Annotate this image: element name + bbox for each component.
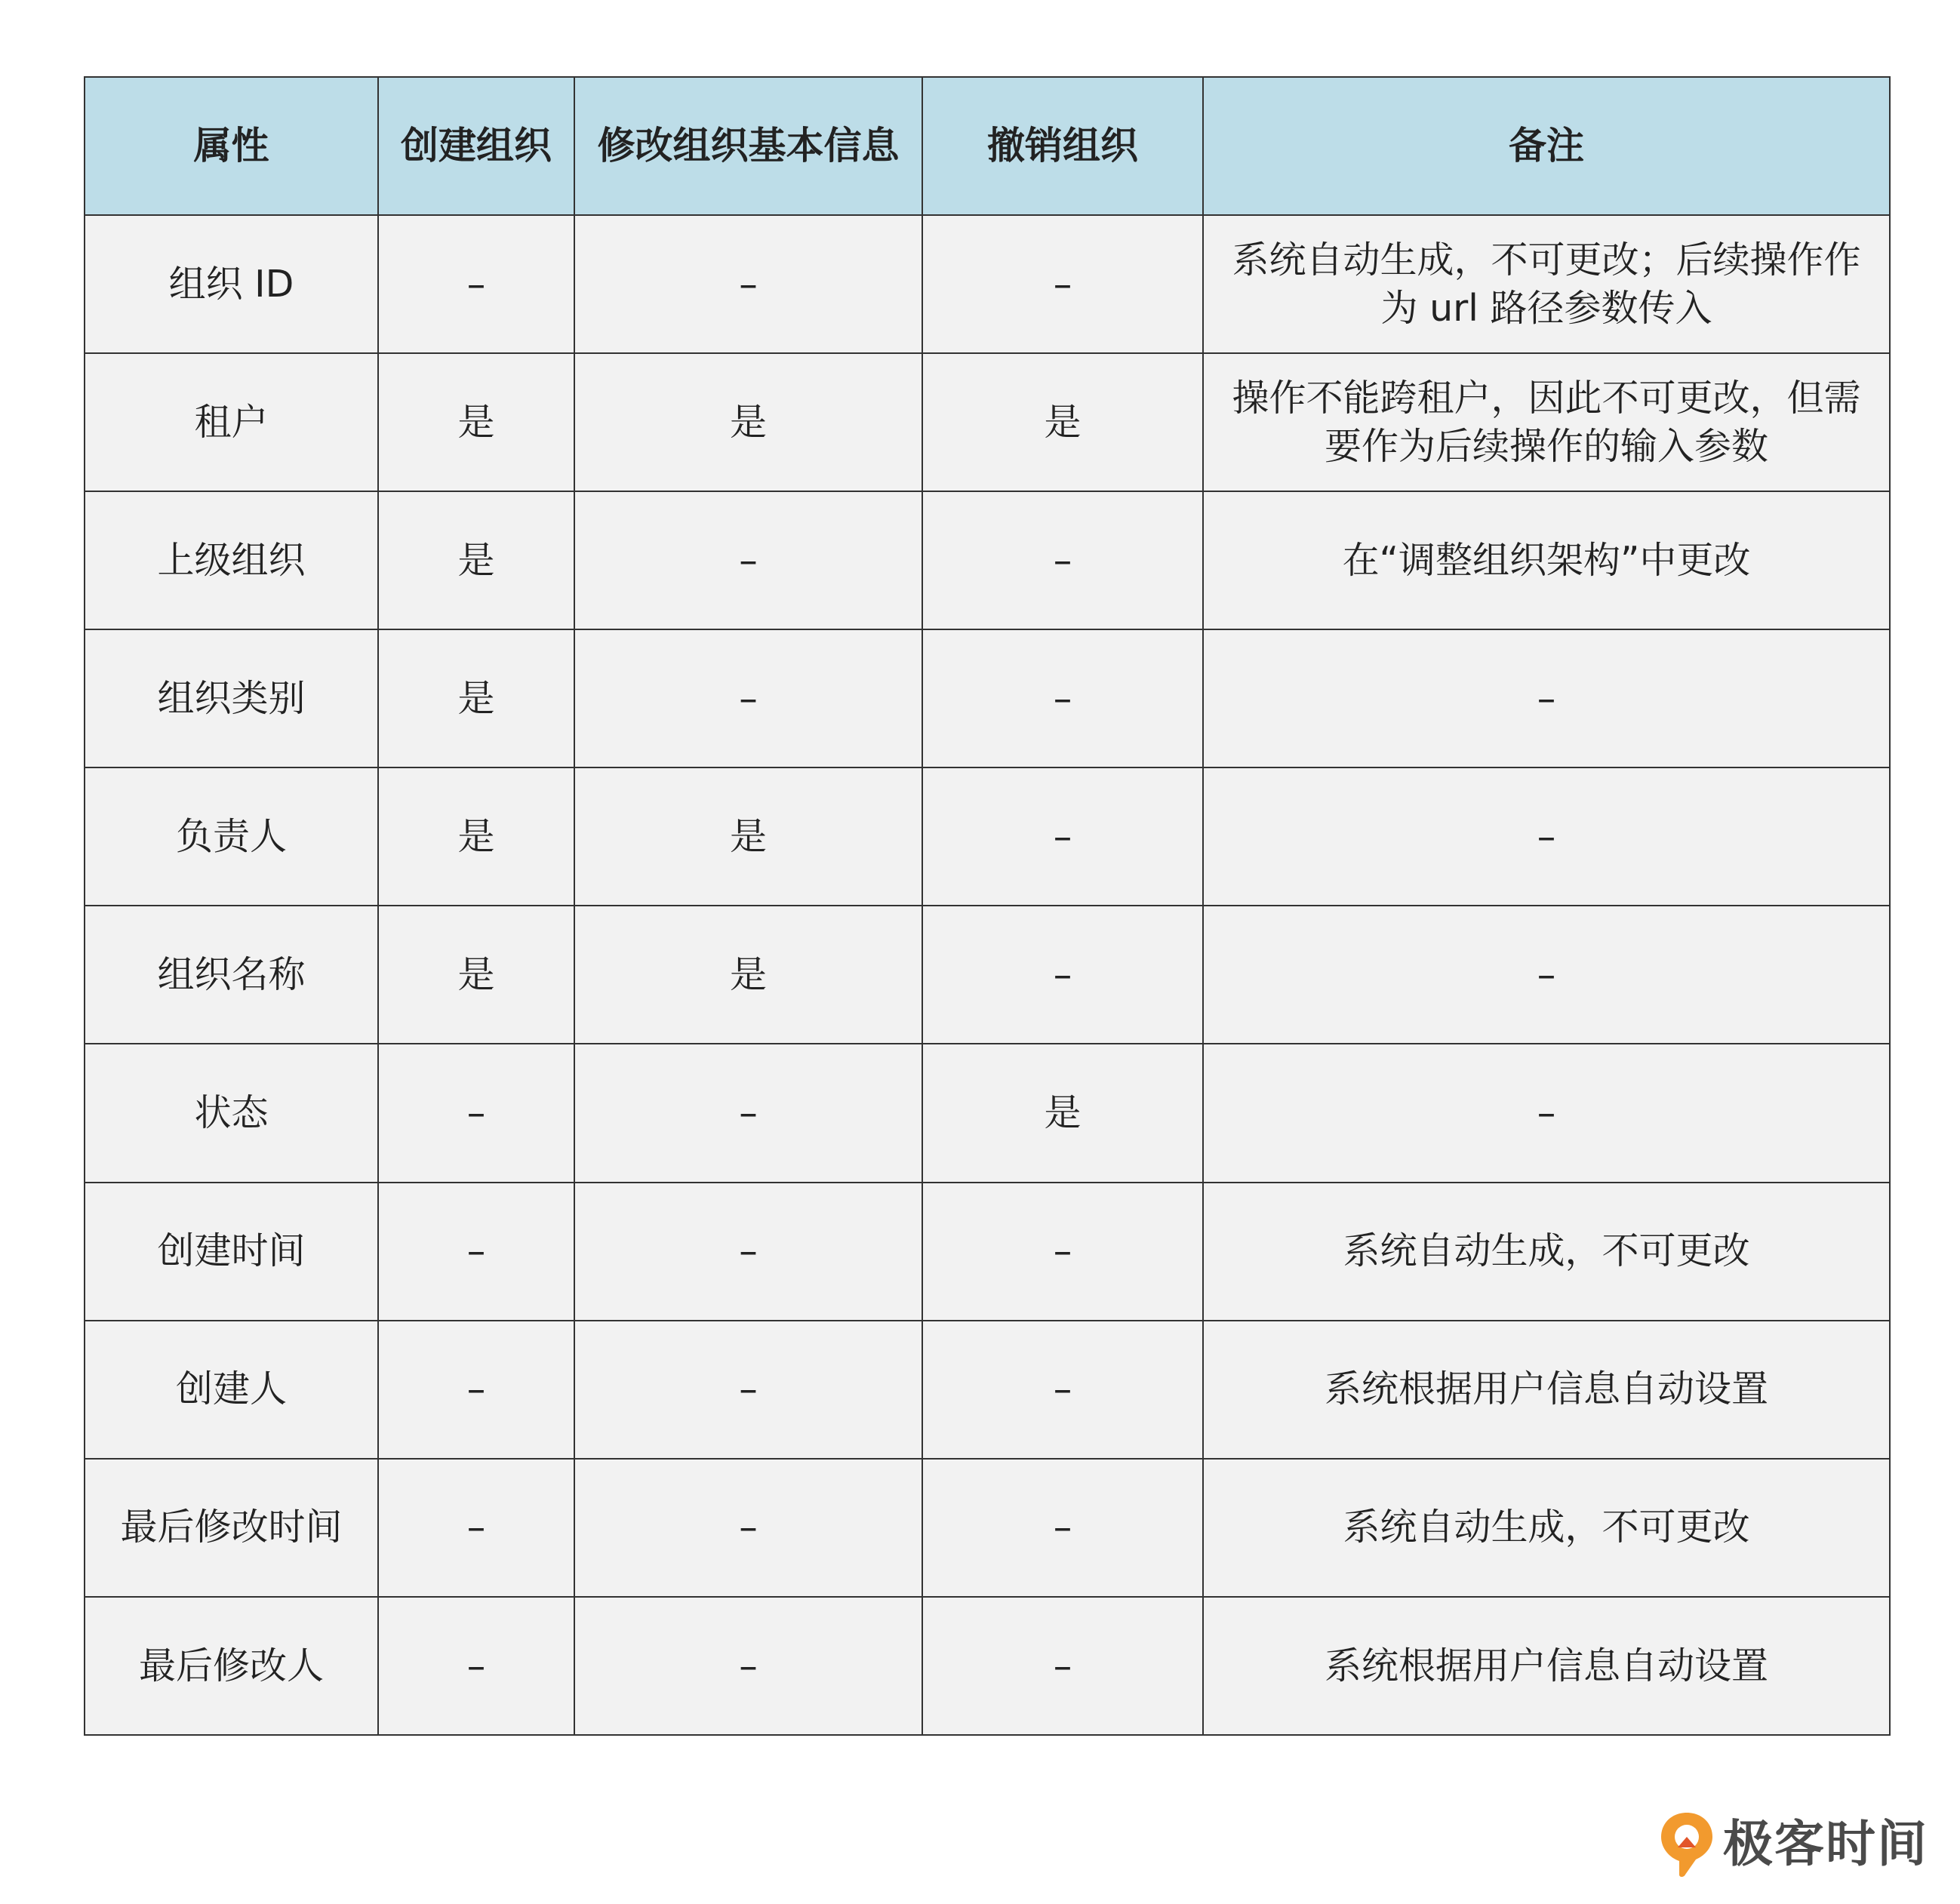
note-cell: 操作不能跨租户，因此不可更改，但需要作为后续操作的输入参数 — [1203, 353, 1890, 491]
create-org-cell: 是 — [378, 906, 574, 1044]
table-body — [85, 215, 1890, 1735]
modify-org-cell: – — [574, 491, 922, 629]
create-org-cell: 是 — [378, 767, 574, 906]
logo-text: 极客时间 — [1723, 1815, 1928, 1873]
create-org-cell: – — [378, 215, 574, 353]
table-row — [85, 1597, 1890, 1735]
note-cell: 系统根据用户信息自动设置 — [1203, 1321, 1890, 1459]
header-create-org: 创建组织 — [378, 77, 574, 215]
revoke-org-cell: – — [922, 1597, 1203, 1735]
modify-org-cell: – — [574, 1183, 922, 1321]
modify-org-cell: – — [574, 1459, 922, 1597]
note-cell: – — [1203, 906, 1890, 1044]
modify-org-cell: – — [574, 215, 922, 353]
table-row — [85, 353, 1890, 491]
header-modify-org-info: 修改组织基本信息 — [574, 77, 922, 215]
attribute-cell: 组织类别 — [85, 629, 378, 767]
note-cell: 在“调整组织架构”中更改 — [1203, 491, 1890, 629]
note-cell: – — [1203, 1044, 1890, 1182]
modify-org-cell: – — [574, 1321, 922, 1459]
modify-org-cell: – — [574, 629, 922, 767]
attribute-cell: 上级组织 — [85, 491, 378, 629]
table-header-row — [85, 77, 1890, 215]
attribute-cell: 组织名称 — [85, 906, 378, 1044]
table-row — [85, 1044, 1890, 1182]
header-note: 备注 — [1203, 77, 1890, 215]
attribute-cell: 最后修改人 — [85, 1597, 378, 1735]
create-org-cell: – — [378, 1321, 574, 1459]
create-org-cell: – — [378, 1597, 574, 1735]
revoke-org-cell: – — [922, 215, 1203, 353]
create-org-cell: 是 — [378, 629, 574, 767]
attribute-cell: 最后修改时间 — [85, 1459, 378, 1597]
create-org-cell: 是 — [378, 491, 574, 629]
table-row — [85, 1321, 1890, 1459]
table-row — [85, 1183, 1890, 1321]
table-row — [85, 767, 1890, 906]
attribute-cell: 租户 — [85, 353, 378, 491]
geektime-logo-icon — [1657, 1810, 1717, 1879]
attribute-cell: 创建时间 — [85, 1183, 378, 1321]
table-row — [85, 491, 1890, 629]
modify-org-cell: – — [574, 1597, 922, 1735]
revoke-org-cell: – — [922, 906, 1203, 1044]
attribute-cell: 组织 ID — [85, 215, 378, 353]
table-row — [85, 1459, 1890, 1597]
attribute-cell: 创建人 — [85, 1321, 378, 1459]
header-attribute: 属性 — [85, 77, 378, 215]
geektime-logo — [1657, 1810, 1928, 1879]
modify-org-cell: 是 — [574, 767, 922, 906]
table-row — [85, 215, 1890, 353]
note-cell: – — [1203, 767, 1890, 906]
attribute-cell: 状态 — [85, 1044, 378, 1182]
create-org-cell: – — [378, 1044, 574, 1182]
create-org-cell: – — [378, 1459, 574, 1597]
revoke-org-cell: – — [922, 767, 1203, 906]
create-org-cell: 是 — [378, 353, 574, 491]
revoke-org-cell: – — [922, 629, 1203, 767]
attribute-cell: 负责人 — [85, 767, 378, 906]
revoke-org-cell: 是 — [922, 1044, 1203, 1182]
header-revoke-org: 撤销组织 — [922, 77, 1203, 215]
revoke-org-cell: – — [922, 491, 1203, 629]
note-cell: – — [1203, 629, 1890, 767]
attribute-table — [84, 76, 1891, 1736]
note-cell: 系统根据用户信息自动设置 — [1203, 1597, 1890, 1735]
revoke-org-cell: – — [922, 1459, 1203, 1597]
revoke-org-cell: – — [922, 1183, 1203, 1321]
modify-org-cell: 是 — [574, 353, 922, 491]
table-row — [85, 629, 1890, 767]
note-cell: 系统自动生成，不可更改；后续操作作为 url 路径参数传入 — [1203, 215, 1890, 353]
note-cell: 系统自动生成，不可更改 — [1203, 1183, 1890, 1321]
modify-org-cell: – — [574, 1044, 922, 1182]
revoke-org-cell: – — [922, 1321, 1203, 1459]
revoke-org-cell: 是 — [922, 353, 1203, 491]
create-org-cell: – — [378, 1183, 574, 1321]
modify-org-cell: 是 — [574, 906, 922, 1044]
table-row — [85, 906, 1890, 1044]
note-cell: 系统自动生成，不可更改 — [1203, 1459, 1890, 1597]
